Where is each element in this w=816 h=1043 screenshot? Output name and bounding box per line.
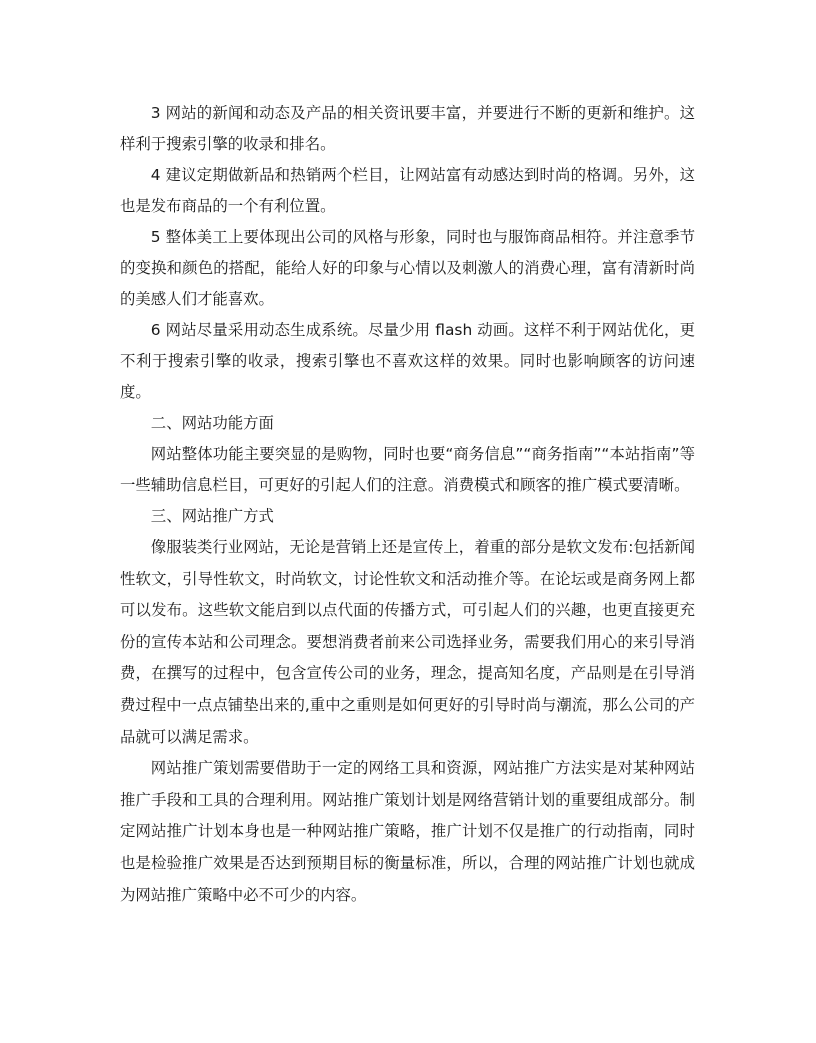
section-promotion-body-2: 网站推广策划需要借助于一定的网络工具和资源，网站推广方法实是对某种网站推广手段和工具的合理利用。网站推广策划计划是网络营销计划的重要组成部分。制定网站推广计划本身也是一种网站推广策略，推广计划不仅是推广的行动指南，同时也是检验推广效果是否达到预期目标的衡量标准，所以，合理的网站推广计划也就成为网站推广策略中必不可少的内容。 — [120, 759, 695, 904]
section-heading-functions: 二、网站功能方面 — [150, 414, 274, 432]
section-promotion-body-1: 像服装类行业网站，无论是营销上还是宣传上，着重的部分是软文发布:包括新闻性软文，引导性软文，时尚软文，讨论性软文和活动推介等。在论坛或是商务网上都可以发布。这些软文能启到以点代面的传播方式，可引起人们的兴趣，也更直接更充份的宣传本站和公司理念。要想消费者前来公司选择业务，需要我们用心的来引导消费，在撰写的过程中，包含宣传公司的业务，理念，提高知名度，产品则是在引导消费过程中一点点铺垫出来的,重中之重则是如何更好的引导时尚与潮流，那么公司的产品就可以满足需求。 — [120, 538, 695, 746]
paragraph-item-5: 5 整体美工上要体现出公司的风格与形象，同时也与服饰商品相符。并注意季节的变换和颜色的搭配，能给人好的印象与心情以及刺激人的消费心理，富有清新时尚的美感人们才能喜欢。 — [120, 228, 695, 308]
section-heading-promotion: 三、网站推广方式 — [150, 507, 274, 525]
paragraph-item-3: 3 网站的新闻和动态及产品的相关资讯要丰富，并要进行不断的更新和维护。这样利于搜索引擎的收录和排名。 — [120, 104, 695, 153]
paragraph-item-4: 4 建议定期做新品和热销两个栏目，让网站富有动感达到时尚的格调。另外，这也是发布商品的一个有利位置。 — [120, 166, 695, 215]
document-body — [120, 98, 695, 911]
section-functions-body: 网站整体功能主要突显的是购物，同时也要“商务信息”“商务指南”“本站指南”等一些辅助信息栏目，可更好的引起人们的注意。消费模式和顾客的推广模式要清晰。 — [120, 445, 695, 494]
paragraph-item-6: 6 网站尽量采用动态生成系统。尽量少用 flash 动画。这样不利于网站优化，更不利于搜索引擎的收录，搜索引擎也不喜欢这样的效果。同时也影响顾客的访问速度。 — [120, 321, 695, 401]
